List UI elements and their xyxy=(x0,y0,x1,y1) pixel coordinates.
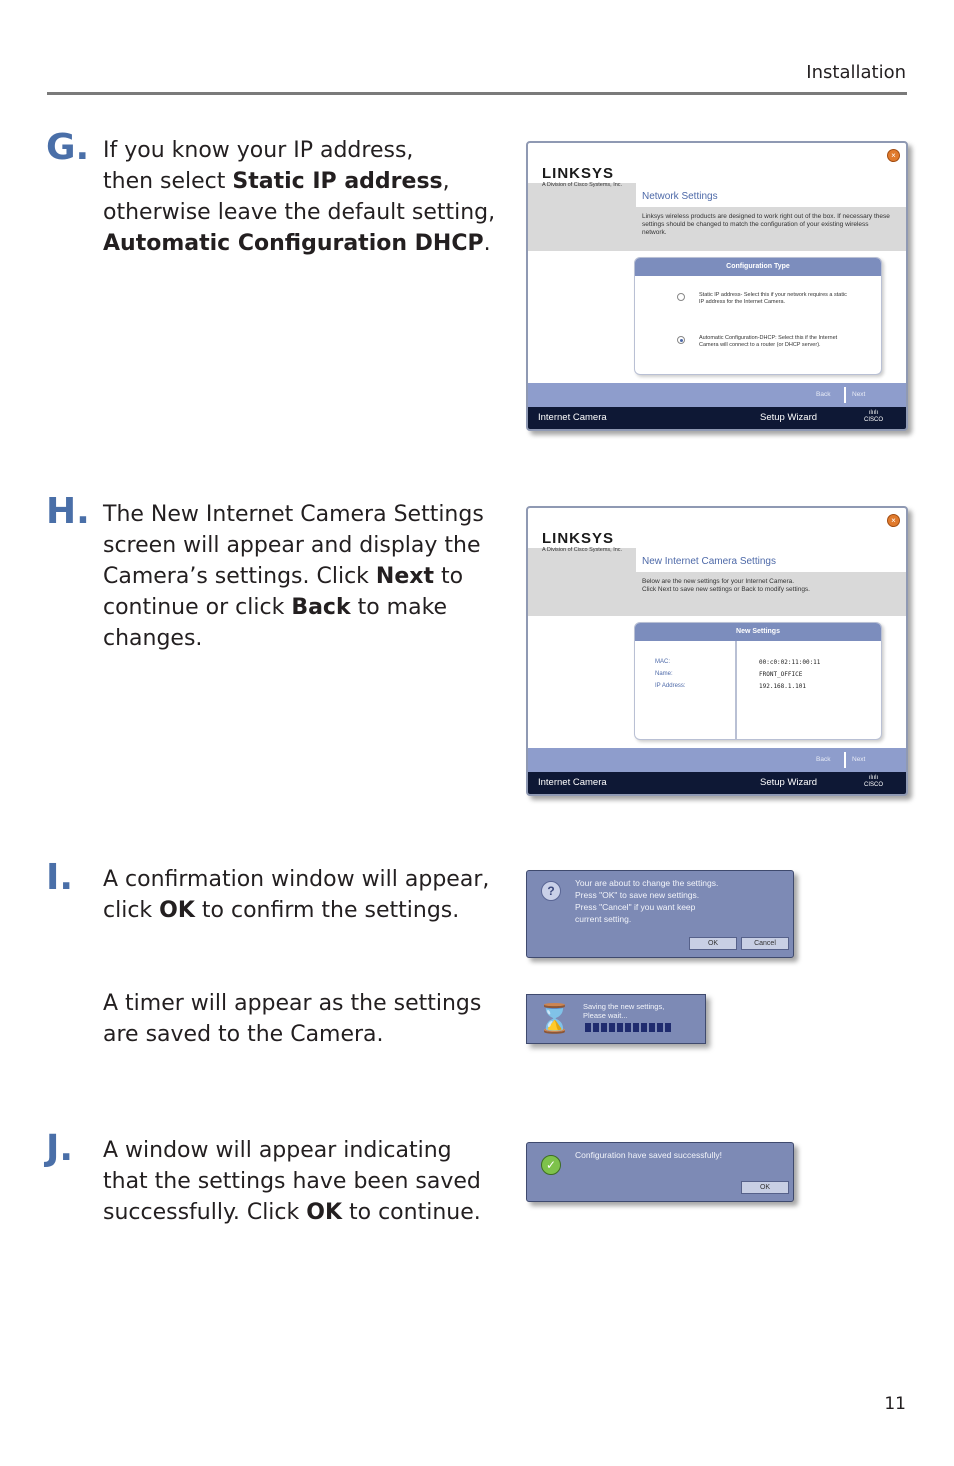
ok-button[interactable]: OK xyxy=(689,937,737,950)
panel-divider xyxy=(735,641,737,739)
step-g-line4 xyxy=(103,228,495,259)
new-settings-panel-title: New Settings xyxy=(635,623,881,641)
next-button[interactable]: Next xyxy=(852,391,866,398)
step-h-line5: changes. xyxy=(103,626,203,651)
confirm-line1: Your are about to change the settings. xyxy=(575,878,719,888)
footer-wizard: Setup Wizard xyxy=(760,777,818,788)
step-h-line1: The New Internet Camera Settings xyxy=(103,502,484,527)
question-icon: ? xyxy=(541,881,561,901)
step-h-line4 xyxy=(103,592,484,623)
back-button[interactable]: Back xyxy=(816,756,831,763)
cancel-button[interactable]: Cancel xyxy=(741,937,789,950)
new-settings-title: New Internet Camera Settings xyxy=(642,556,776,567)
static-ip-option-label: Static IP address- Select this if your network requires a static IP address for the Internet Camera. xyxy=(699,292,847,305)
confirmation-dialog xyxy=(526,870,794,958)
step-g-line3: otherwise leave the default setting, xyxy=(103,200,496,225)
footer-product: Internet Camera xyxy=(538,412,607,423)
cisco-logo xyxy=(864,410,883,424)
step-i-line2-pre: click xyxy=(103,898,160,923)
nav-separator xyxy=(844,387,846,403)
close-icon[interactable]: × xyxy=(887,514,900,527)
step-i-text xyxy=(103,864,489,926)
step-letter-h: H. xyxy=(46,491,90,532)
saving-message xyxy=(583,1002,664,1020)
ok-button[interactable]: OK xyxy=(741,1181,789,1194)
step-j-line3-post: to continue. xyxy=(342,1200,481,1225)
network-settings-desc: Linksys wireless products are designed to work right out of the box. If necessary these settings should be changed to match the configuration of your existing wireless network. xyxy=(642,213,890,236)
success-message: Configuration have saved successfully! xyxy=(575,1150,722,1160)
cisco-logo xyxy=(864,775,883,789)
linksys-logo: LINKSYS xyxy=(542,530,615,547)
step-h-line3-pre: Camera’s settings. Click xyxy=(103,564,376,589)
step-g-line2 xyxy=(103,166,495,197)
step-g-line4-post: . xyxy=(483,231,491,256)
linksys-sublogo: A Division of Cisco Systems, Inc. xyxy=(542,182,623,188)
page-number: 11 xyxy=(884,1394,906,1414)
running-header: Installation xyxy=(806,62,906,83)
step-g-line2-post: , xyxy=(442,169,450,194)
check-icon: ✓ xyxy=(541,1155,561,1175)
confirmation-message xyxy=(575,877,718,925)
next-button[interactable]: Next xyxy=(852,756,866,763)
saving-timer-dialog xyxy=(526,994,706,1044)
static-ip-radio[interactable] xyxy=(677,293,685,301)
footer-wizard: Setup Wizard xyxy=(760,412,818,423)
wizard-footer xyxy=(528,772,906,794)
hourglass-icon: ⌛ xyxy=(537,1003,572,1034)
nav-separator xyxy=(844,752,846,768)
new-settings-desc-line1: Below are the new settings for your Internet Camera. xyxy=(642,578,795,585)
ip-address-label: IP Address: xyxy=(655,683,686,689)
step-h-line3-post: to xyxy=(433,564,464,589)
configuration-type-panel xyxy=(634,257,882,375)
step-h-line3 xyxy=(103,561,484,592)
dhcp-radio[interactable] xyxy=(677,336,685,344)
step-i-timer-line2: are saved to the Camera. xyxy=(103,1022,384,1047)
step-h-line4-post: to make xyxy=(350,595,448,620)
step-j-line3-bold: OK xyxy=(306,1200,343,1225)
name-value: FRONT_OFFICE xyxy=(759,671,803,678)
new-settings-panel xyxy=(634,622,882,740)
header-rule xyxy=(47,92,907,95)
step-letter-g: G. xyxy=(46,127,90,168)
new-settings-desc-line2: Click Next to save new settings or Back to modify settings. xyxy=(642,586,810,593)
confirm-line3: Press "Cancel" if you want keep xyxy=(575,902,696,912)
cisco-text: CISCO xyxy=(864,782,884,788)
step-letter-j: J. xyxy=(46,1128,74,1169)
configuration-type-title: Configuration Type xyxy=(635,258,881,276)
dhcp-option-label: Automatic Configuration-DHCP: Select this if the Internet Camera will connect to a router (or DHCP server). xyxy=(699,335,838,348)
ip-address-value: 192.168.1.101 xyxy=(759,683,806,690)
step-j-line3 xyxy=(103,1197,481,1228)
saving-line1: Saving the new settings, xyxy=(583,1002,665,1011)
mac-label: MAC: xyxy=(655,659,670,665)
step-i-line2-post: to confirm the settings. xyxy=(194,898,460,923)
wizard-footer xyxy=(528,407,906,429)
saving-progress-bar xyxy=(585,1023,671,1032)
step-i-line2 xyxy=(103,895,489,926)
step-i-timer-text xyxy=(103,988,481,1050)
step-g-text xyxy=(103,135,495,259)
step-h-line2: screen will appear and display the xyxy=(103,533,481,558)
back-button[interactable]: Back xyxy=(816,391,831,398)
new-settings-window xyxy=(526,506,908,796)
saving-line2: Please wait... xyxy=(583,1011,628,1020)
step-j-line1: A window will appear indicating xyxy=(103,1138,452,1163)
mac-value: 00:c0:02:11:00:11 xyxy=(759,659,821,666)
step-j-line3-pre: successfully. Click xyxy=(103,1200,307,1225)
linksys-logo: LINKSYS xyxy=(542,165,615,182)
step-h-line3-bold: Next xyxy=(375,564,434,589)
step-g-line2-bold: Static IP address xyxy=(232,169,443,194)
wizard-nav-bar xyxy=(528,748,906,772)
confirm-line2: Press "OK" to save new settings. xyxy=(575,890,700,900)
network-settings-window xyxy=(526,141,908,431)
step-g-line2-pre: then select xyxy=(103,169,233,194)
cisco-text: CISCO xyxy=(864,417,884,423)
step-g-line4-bold: Automatic Configuration DHCP xyxy=(103,231,484,256)
network-settings-title: Network Settings xyxy=(642,191,718,202)
linksys-sublogo: A Division of Cisco Systems, Inc. xyxy=(542,547,623,553)
new-settings-desc xyxy=(642,578,892,594)
step-h-text xyxy=(103,499,484,654)
step-h-line4-pre: continue or click xyxy=(103,595,292,620)
step-g-line1: If you know your IP address, xyxy=(103,138,414,163)
step-i-line1: A confirmation window will appear, xyxy=(103,867,490,892)
step-i-line2-bold: OK xyxy=(159,898,195,923)
success-dialog xyxy=(526,1142,794,1202)
confirm-line4: current setting. xyxy=(575,914,632,924)
wizard-nav-bar xyxy=(528,383,906,407)
step-i-timer-line1: A timer will appear as the settings xyxy=(103,991,482,1016)
name-label: Name: xyxy=(655,671,673,677)
step-j-line2: that the settings have been saved xyxy=(103,1169,481,1194)
footer-product: Internet Camera xyxy=(538,777,607,788)
step-h-line4-bold: Back xyxy=(291,595,351,620)
cisco-bars: ılıılı xyxy=(868,775,879,781)
close-icon[interactable]: × xyxy=(887,149,900,162)
cisco-bars: ılıılı xyxy=(868,410,879,416)
step-j-text xyxy=(103,1135,481,1228)
step-letter-i: I. xyxy=(46,857,74,898)
